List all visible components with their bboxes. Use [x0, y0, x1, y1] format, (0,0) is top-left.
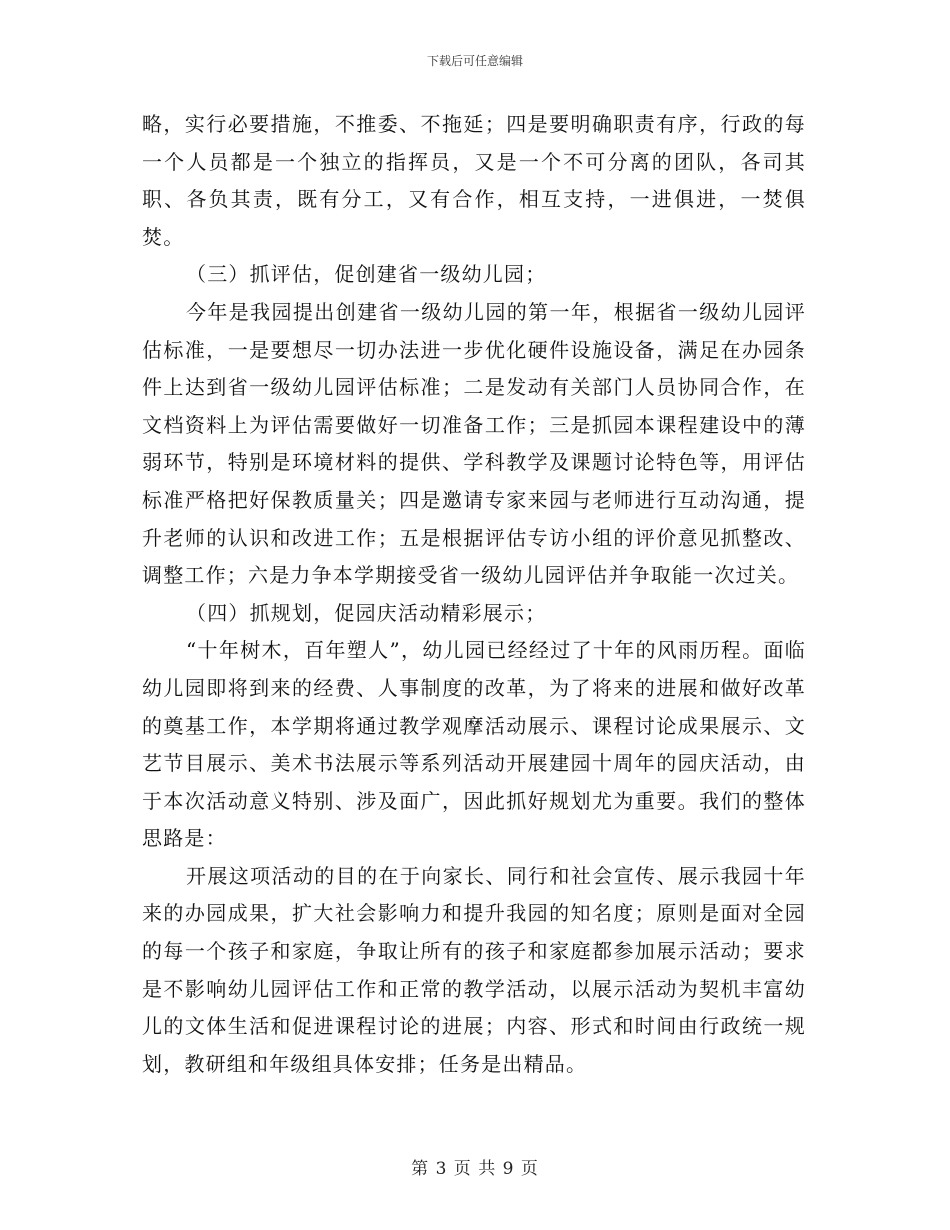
document-body	[142, 106, 806, 1083]
page-number: 第 3 页 共 9 页	[411, 1159, 539, 1179]
paragraph-continuation: 略，实行必要措施，不推委、不拖延；四是要明确职责有序，行政的每一个人员都是一个独立的指挥员，又是一个不可分离的团队，各司其职、各负其责，既有分工，又有合作，相互支持，一进俱进，一焚俱焚。	[142, 112, 806, 249]
paragraph-anniversary: “十年树木，百年塑人”，幼儿园已经经过了十年的风雨历程。面临幼儿园即将到来的经费、人事制度的改革，为了将来的进展和做好改革的奠基工作，本学期将通过教学观摩活动展示、课程讨论成果展示、文艺节目展示、美术书法展示等系列活动开展建园十周年的园庆活动，由于本次活动意义特别、涉及面广，因此抓好规划尤为重要。我们的整体思路是：	[142, 638, 806, 851]
paragraph-evaluation: 今年是我园提出创建省一级幼儿园的第一年，根据省一级幼儿园评估标准，一是要想尽一切办法进一步优化硬件设施设备，满足在办园条件上达到省一级幼儿园评估标准；二是发动有关部门人员协同合作，在文档资料上为评估需要做好一切准备工作；三是抓园本课程建设中的薄弱环节，特别是环境材料的提供、学科教学及课题讨论特色等，用评估标准严格把好保教质量关；四是邀请专家来园与老师进行互动沟通，提升老师的认识和改进工作；五是根据评估专访小组的评价意见抓整改、调整工作；六是力争本学期接受省一级幼儿园评估并争取能一次过关。	[142, 299, 806, 588]
page-header-note: 下载后可任意编辑	[426, 54, 523, 68]
paragraph-activity-purpose: 开展这项活动的目的在于向家长、同行和社会宣传、展示我园十年来的办园成果，扩大社会影响力和提升我园的知名度；原则是面对全园的每一个孩子和家庭，争取让所有的孩子和家庭都参加展示活动；要求是不影响幼儿园评估工作和正常的教学活动，以展示活动为契机丰富幼儿的文体生活和促进课程讨论的进展；内容、形式和时间由行政统一规划，教研组和年级组具体安排；任务是出精品。	[142, 863, 806, 1076]
section-heading-planning: （四）抓规划，促园庆活动精彩展示；	[186, 600, 547, 625]
section-heading-evaluation: （三）抓评估，促创建省一级幼儿园；	[186, 262, 547, 287]
